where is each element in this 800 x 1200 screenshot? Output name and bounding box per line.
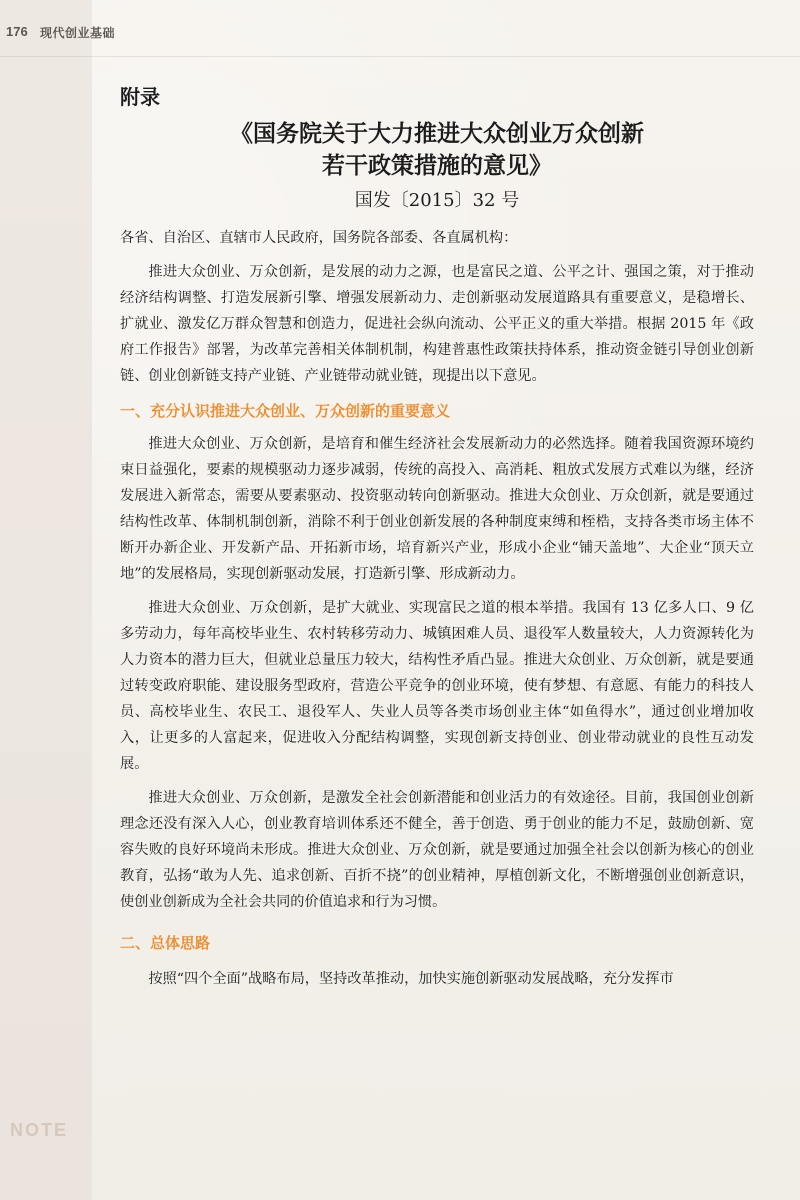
document-content [120,86,754,1001]
paragraph-2: 推进大众创业、万众创新，是培育和催生经济社会发展新动力的必然选择。随着我国资源环境约束日益强化，要素的规模驱动力逐步减弱，传统的高投入、高消耗、粗放式发展方式难以为继，经济发展进入新常态，需要从要素驱动、投资驱动转向创新驱动。推进大众创业、万众创新，就是要通过结构性改革、体制机制创新，消除不利于创业创新发展的各种制度束缚和桎梏，支持各类市场主体不断开办新企业、开发新产品、开拓新市场，培育新兴产业，形成小企业“铺天盖地”、大企业“顶天立地”的发展格局，实现创新驱动发展，打造新引擎、形成新动力。 [120,435,754,582]
document-title-line-2: 若干政策措施的意见》 [322,153,552,180]
document-title-block [120,118,754,212]
paragraph-5: 按照“四个全面”战略布局，坚持改革推动，加快实施创新驱动发展战略，充分发挥市 [148,971,674,987]
paragraph-3: 推进大众创业、万众创新，是扩大就业、实现富民之道的根本举措。我国有 13 亿多人口、9 亿多劳动力，每年高校毕业生、农村转移劳动力、城镇困难人员、退役军人数量较大，人力资源转化为人力资本的潜力巨大，但就业总量压力较大，结构性矛盾凸显。推进大众创业、万众创新，就是要通过转变政府职能、建设服务型政府，营造公平竞争的创业环境，使有梦想、有意愿、有能力的科技人员、高校毕业生、农民工、退役军人、失业人员等各类市场创业主体“如鱼得水”，通过创业增加收入，让更多的人富起来，促进收入分配结构调整，实现创新支持创业、创业带动就业的良性互动发展。 [120,599,754,772]
appendix-label: 附录 [120,85,160,109]
paragraph-1: 推进大众创业、万众创新，是发展的动力之源，也是富民之道、公平之计、强国之策，对于推动经济结构调整、打造发展新引擎、增强发展新动力、走创新驱动发展道路具有重要意义，是稳增长、扩就业、激发亿万群众智慧和创造力，促进社会纵向流动、公平正义的重大举措。根据 2015 年《政府工作报告》部署，为改革完善相关体制机制，构建普惠性政策扶持体系，推动资金链引导创业创新链、创业创新链支持产业链、产业链带动就业链，现提出以下意见。 [120,264,754,385]
book-title: 现代创业基础 [40,26,116,40]
note-mark: NOTE [10,1120,69,1140]
header-divider [0,56,800,57]
document-title-line-1: 《国务院关于大力推进大众创业万众创新 [230,121,644,147]
paragraph-4: 推进大众创业、万众创新，是激发全社会创新潜能和创业活力的有效途径。目前，我国创业创新理念还没有深入人心，创业教育培训体系还不健全，善于创造、勇于创业的能力不足，鼓励创新、宽容失败的良好环境尚未形成。推进大众创业、万众创新，就是要通过加强全社会以创新为核心的创业教育，弘扬“敢为人先、追求创新、百折不挠”的创业精神，厚植创新文化，不断增强创业创新意识，使创业创新成为全社会共同的价值追求和行为习惯。 [120,789,754,910]
document-reference: 国发〔2015〕32 号 [354,190,520,212]
left-margin-rail [0,0,92,1200]
page-number: 176 [6,24,28,39]
section-heading-1: 一、充分认识推进大众创业、万众创新的重要意义 [120,402,451,421]
salutation: 各省、自治区、直辖市人民政府，国务院各部委、各直属机构： [120,230,518,247]
section-heading-2: 二、总体思路 [120,933,211,952]
page-header [0,18,800,46]
